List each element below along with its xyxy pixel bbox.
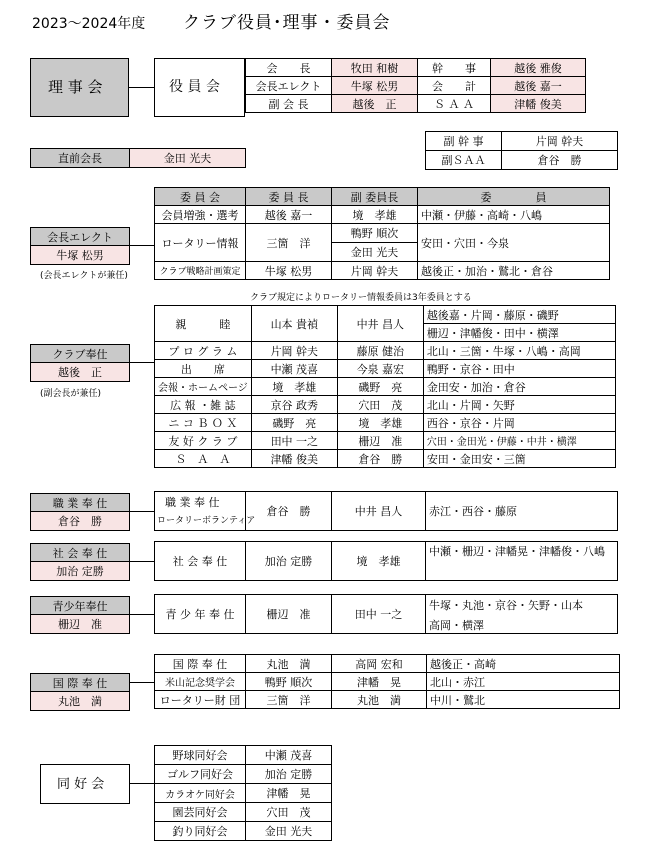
community-name: 加治 定勝 — [30, 561, 130, 581]
officers-table — [245, 58, 586, 113]
vice-chair: 穴田 茂 — [337, 396, 423, 414]
chair: 津幡 俊美 — [251, 450, 337, 468]
members: 北山・片岡・矢野 — [423, 396, 615, 414]
hobby-leader: 加治 定勝 — [246, 765, 332, 784]
vice-chair: 倉谷 勝 — [337, 450, 423, 468]
committee: 親 睦 — [155, 306, 252, 342]
hobby-leader: 津幡 晃 — [246, 784, 332, 803]
committee: クラブ戦略計画策定 — [155, 262, 246, 280]
vice-chair: 藤原 健治 — [337, 342, 423, 360]
vice-chair: 鴨野 順次 — [332, 224, 418, 243]
committee: 会報・ホームページ — [155, 378, 252, 396]
vocational-members: 赤江・西谷・藤原 — [425, 491, 618, 531]
members: 越後正・加治・鷲北・倉谷 — [418, 262, 610, 280]
community-members: 中瀬・栅辺・津幡晃・津幡俊・八嶋 — [429, 545, 605, 558]
chair: 京谷 政秀 — [251, 396, 337, 414]
officer: 片岡 幹夫 — [502, 132, 618, 151]
club-name: 越後 正 — [30, 362, 130, 382]
elect-committee-table — [154, 187, 610, 280]
youth-committee: 青 少 年 奉 仕 — [154, 594, 246, 634]
members: 北山・三箇・牛塚・八嶋・高岡 — [423, 342, 615, 360]
col-header: 委 員 長 — [246, 188, 332, 206]
hobby-label-box — [40, 764, 130, 804]
vice-chair: 中井 昌人 — [337, 306, 423, 342]
members: 西谷・京谷・片岡 — [423, 414, 615, 432]
youth-vice: 田中 一之 — [331, 594, 426, 634]
elect-label: 会長エレクト — [30, 227, 130, 246]
chair: 山本 貴禎 — [251, 306, 337, 342]
officer: 牧田 和樹 — [332, 59, 418, 77]
chair: 中瀬 茂喜 — [251, 360, 337, 378]
community-vice: 境 孝雄 — [331, 541, 426, 581]
committee: ニ コ Ｂ Ｏ Ｘ — [155, 414, 252, 432]
hobby-leader: 穴田 茂 — [246, 803, 332, 822]
vice-chair: 片岡 幹夫 — [332, 262, 418, 280]
members: 北山・赤江 — [427, 673, 620, 691]
community-label: 社 会 奉 仕 — [30, 543, 130, 562]
vice-chair: 磯野 亮 — [337, 378, 423, 396]
chair: 牛塚 松男 — [246, 262, 332, 280]
hobby-table — [154, 745, 332, 841]
elect-name: 牛塚 松男 — [30, 245, 130, 265]
vice-chair: 栅辺 准 — [337, 432, 423, 450]
vice-chair: 高岡 宏和 — [332, 655, 427, 673]
officer: 倉谷 勝 — [502, 151, 618, 170]
chair: 磯野 亮 — [251, 414, 337, 432]
community-members-box — [425, 541, 618, 581]
role: 幹 事 — [418, 59, 491, 77]
officer: 牛塚 松男 — [332, 77, 418, 95]
members: 越後正・高崎 — [427, 655, 620, 673]
role: 副 幹 事 — [426, 132, 502, 151]
vocational-label: 職 業 奉 仕 — [30, 493, 130, 512]
hobby-club: 釣り同好会 — [155, 822, 246, 841]
intl-committee-table — [154, 654, 620, 709]
committee: 会員増強・選考 — [155, 206, 246, 224]
chair: 境 孝雄 — [251, 378, 337, 396]
col-header: 委 員 — [418, 188, 610, 206]
role: 会長エレクト — [246, 77, 332, 95]
chair: 三箇 洋 — [246, 224, 332, 262]
youth-name: 栅辺 准 — [30, 614, 130, 634]
officer: 越後 正 — [332, 95, 418, 113]
members: 穴田・金田光・伊藤・中井・横澤 — [423, 432, 615, 450]
vocational-committee-sub: ロータリーボランティア — [157, 516, 256, 526]
hobby-label: 同 好 会 — [57, 777, 105, 792]
role: 副ＳＡＡ — [426, 151, 502, 170]
role: 会 長 — [246, 59, 332, 77]
committee: ロータリー財 団 — [155, 691, 246, 709]
committee: ロータリー情報 — [155, 224, 246, 262]
community-chair: 加治 定勝 — [245, 541, 332, 581]
chair: 田中 一之 — [251, 432, 337, 450]
committee: 米山記念奨学会 — [155, 673, 246, 691]
vice-officers-table — [425, 131, 618, 170]
members: 栅辺・津幡俊・田中・横澤 — [423, 324, 615, 342]
hobby-club: ゴルフ同好会 — [155, 765, 246, 784]
members: 中川・鷲北 — [427, 691, 620, 709]
hobby-leader: 金田 光夫 — [246, 822, 332, 841]
col-header: 委 員 会 — [155, 188, 246, 206]
committee: 国 際 奉 仕 — [155, 655, 246, 673]
officers-label: 役 員 会 — [169, 79, 220, 95]
past-president-label: 直前会長 — [30, 148, 130, 168]
club-label: クラブ奉仕 — [30, 344, 130, 363]
vocational-name: 倉谷 勝 — [30, 511, 130, 531]
board-label-box — [30, 58, 129, 117]
vice-chair: 津幡 晃 — [332, 673, 427, 691]
intl-label: 国 際 奉 仕 — [30, 673, 130, 692]
committee: プ ロ グ ラ ム — [155, 342, 252, 360]
chair: 越後 嘉一 — [246, 206, 332, 224]
club-note: (副会長が兼任) — [40, 389, 102, 399]
hobby-leader: 中瀬 茂喜 — [246, 746, 332, 765]
officer: 越後 雅俊 — [491, 59, 586, 77]
hobby-club: 園芸同好会 — [155, 803, 246, 822]
committee: 広 報 ・雑 誌 — [155, 396, 252, 414]
elect-footnote: クラブ規定によりロータリー情報委員は3年委員とする — [250, 293, 472, 303]
members: 安田・穴田・今泉 — [418, 224, 610, 262]
youth-members-line2: 高岡・横澤 — [429, 619, 484, 632]
chair: 三箇 洋 — [246, 691, 332, 709]
role: 会 計 — [418, 77, 491, 95]
vice-chair: 境 孝雄 — [332, 206, 418, 224]
youth-label: 青少年奉仕 — [30, 596, 130, 615]
vice-chair: 今泉 嘉宏 — [337, 360, 423, 378]
community-committee: 社 会 奉 仕 — [154, 541, 246, 581]
officer: 越後 嘉一 — [491, 77, 586, 95]
club-committee-table — [154, 305, 616, 468]
vice-chair: 丸池 満 — [332, 691, 427, 709]
col-header: 副 委員長 — [332, 188, 418, 206]
chair: 鴨野 順次 — [246, 673, 332, 691]
role: 副 会 長 — [246, 95, 332, 113]
members: 安田・金田安・三箇 — [423, 450, 615, 468]
vocational-vice: 中井 昌人 — [331, 491, 426, 531]
committee: 友 好 ク ラ ブ — [155, 432, 252, 450]
intl-name: 丸池 満 — [30, 691, 130, 711]
youth-members-line1: 牛塚・丸池・京谷・矢野・山本 — [429, 599, 583, 612]
youth-members-box — [425, 594, 618, 634]
past-president-name: 金田 光夫 — [129, 148, 246, 168]
youth-chair: 栅辺 准 — [245, 594, 332, 634]
elect-note: (会長エレクトが兼任) — [40, 271, 128, 281]
members: 越後嘉・片岡・藤原・磯野 — [423, 306, 615, 324]
members: 中瀬・伊藤・高崎・八嶋 — [418, 206, 610, 224]
officers-label-box — [154, 58, 245, 117]
chair: 丸池 満 — [246, 655, 332, 673]
vocational-committee — [154, 491, 256, 531]
hobby-club: カラオケ同好会 — [155, 784, 246, 803]
page-title: クラブ役員･理事・委員会 — [183, 13, 391, 33]
vocational-chair: 倉谷 勝 — [245, 491, 332, 531]
vice-chair: 金田 光夫 — [332, 243, 418, 262]
members: 鴨野・京谷・田中 — [423, 360, 615, 378]
officer: 津幡 俊美 — [491, 95, 586, 113]
hobby-club: 野球同好会 — [155, 746, 246, 765]
vocational-committee-name: 職 業 奉 仕 — [165, 496, 220, 509]
vice-chair: 境 孝雄 — [337, 414, 423, 432]
committee: Ｓ Ａ Ａ — [155, 450, 252, 468]
committee: 出 席 — [155, 360, 252, 378]
members: 金田安・加治・倉谷 — [423, 378, 615, 396]
fiscal-year: 2023～2024年度 — [32, 16, 146, 32]
board-label: 理 事 会 — [48, 78, 103, 96]
chair: 片岡 幹夫 — [251, 342, 337, 360]
role: Ｓ Ａ Ａ — [418, 95, 491, 113]
